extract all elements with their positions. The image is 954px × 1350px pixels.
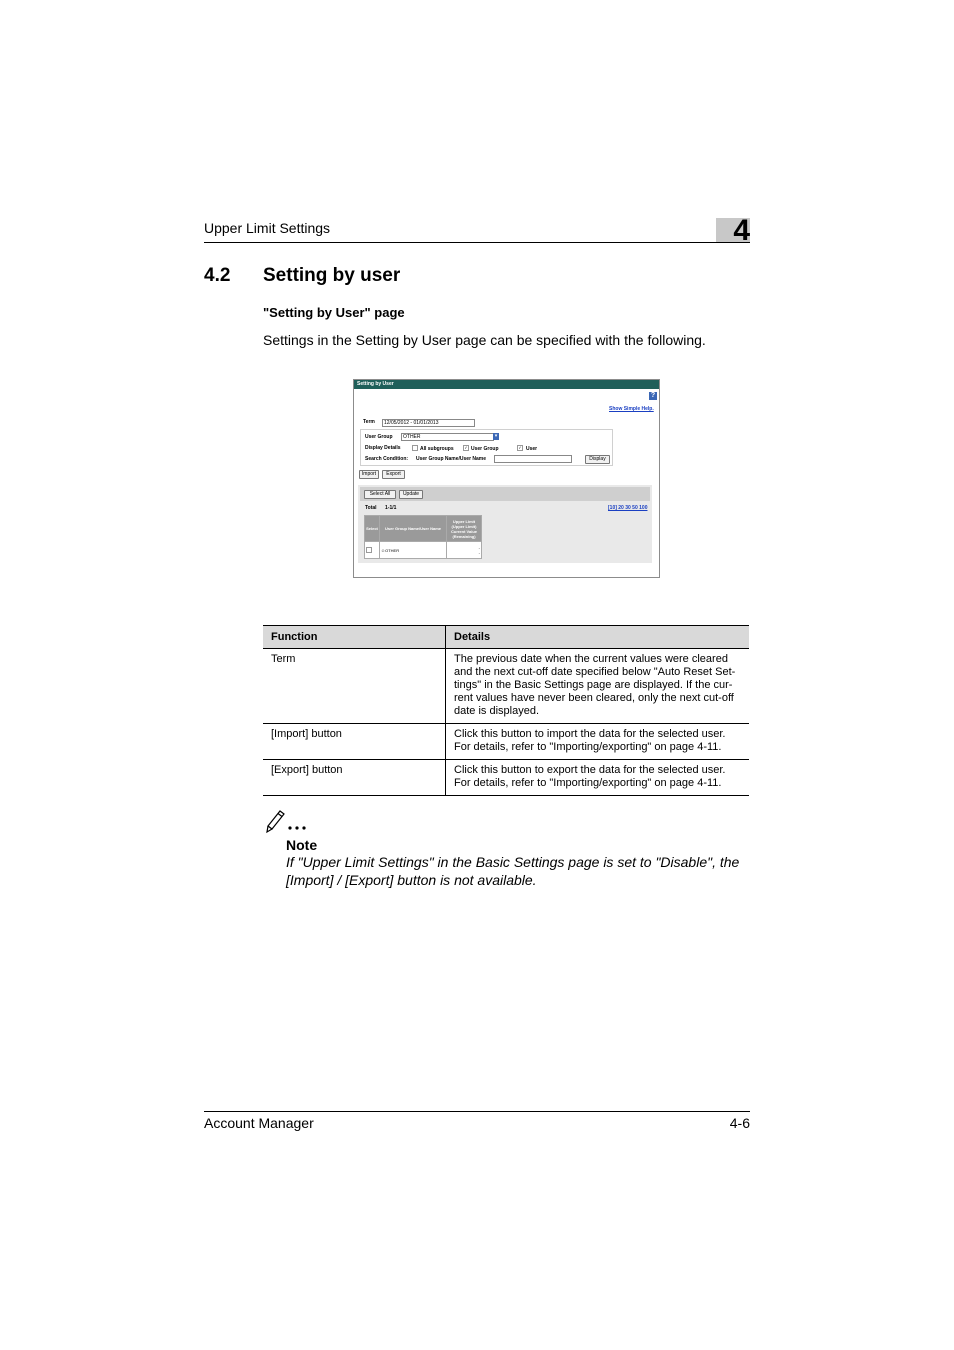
paging-links[interactable]: [10] 20 30 50 100 — [608, 505, 648, 511]
section-number: 4.2 — [204, 265, 231, 286]
col-select: Select — [365, 516, 380, 542]
header-rule — [204, 242, 750, 243]
show-simple-help-link[interactable]: Show Simple Help. — [609, 406, 654, 412]
section-title: Setting by user — [263, 265, 401, 286]
row-checkbox-cell[interactable] — [365, 542, 380, 559]
header-function: Function — [263, 626, 446, 649]
page-number: 4-6 — [729, 1115, 750, 1131]
row-function: Term — [263, 649, 446, 724]
screenshot-title: Setting by User — [357, 381, 394, 387]
all-subgroups-label: All subgroups — [420, 446, 454, 452]
screenshot-title-bar — [354, 380, 659, 389]
user-option-label: User — [526, 446, 538, 452]
table-row — [263, 724, 749, 760]
running-header: Upper Limit Settings — [204, 220, 331, 236]
total-label: Total — [365, 505, 377, 511]
row-values-cell — [447, 542, 482, 559]
search-condition-label: Search Condition: — [365, 456, 409, 462]
table-row — [365, 542, 482, 559]
user-group-select[interactable]: OTHER — [401, 433, 494, 441]
row-value-1: - — [478, 545, 480, 550]
user-checkbox[interactable]: ✓ — [518, 445, 522, 450]
chapter-number: 4 — [733, 214, 750, 247]
table-header-row — [263, 626, 749, 649]
user-group-option-label: User Group — [471, 446, 499, 452]
user-icon: ☺ — [381, 547, 386, 553]
all-subgroups-checkbox[interactable] — [412, 445, 418, 451]
row-details: Click this button to export the data for the selected user. For details, refer to "Importing/exporting" on page 4-11. — [446, 760, 750, 796]
note-text: If "Upper Limit Settings" in the Basic Settings page is set to "Disable", the [Import] / [Export] button is not available. — [286, 854, 740, 888]
subheading: "Setting by User" page — [263, 305, 405, 320]
display-button[interactable]: Display — [585, 455, 610, 464]
help-icon[interactable]: ? — [650, 392, 656, 399]
search-input[interactable] — [494, 455, 572, 463]
results-table — [364, 515, 482, 559]
footer-title: Account Manager — [204, 1115, 314, 1131]
search-field-label: User Group Name/User Name — [416, 456, 487, 462]
table-row — [263, 649, 749, 724]
row-details: Click this button to import the data for the selected user. For details, refer to "Importing/exporting" on page 4-11. — [446, 724, 750, 760]
note-title: Note — [286, 837, 318, 853]
term-field: 12/05/2012 - 01/01/2013 — [382, 419, 475, 427]
footer-rule — [204, 1111, 750, 1112]
setting-by-user-screenshot — [353, 379, 660, 578]
user-group-checkbox[interactable]: ✓ — [464, 445, 468, 450]
select-all-button[interactable]: Select All — [364, 490, 396, 499]
export-button[interactable]: Export — [382, 470, 405, 479]
row-name-cell — [380, 542, 447, 559]
import-button[interactable]: Import — [359, 470, 379, 479]
chevron-down-icon[interactable]: ▾ — [494, 433, 498, 439]
row-function: [Import] button — [263, 724, 446, 760]
pencil-note-icon — [265, 808, 311, 839]
total-value: 1-1/1 — [385, 505, 397, 511]
header-details: Details — [446, 626, 750, 649]
row-checkbox[interactable] — [366, 547, 372, 553]
user-group-label: User Group — [365, 434, 393, 440]
col-name: User Group Name/User Name — [380, 516, 447, 542]
row-details: The previous date when the current values were cleared and the next cut-off date specified below "Auto Reset Set-tings" in the Basic Settings page are displayed. If the cur-rent values have never been cleared, only the next cut-off date is displayed. — [446, 649, 750, 724]
row-value-2: - — [478, 550, 480, 555]
display-details-label: Display Details — [365, 445, 401, 451]
col-upper-limit: Upper Limit (Upper Limit) Current Value (Remaining) — [447, 516, 482, 542]
update-button[interactable]: Update — [399, 490, 423, 499]
function-table — [263, 625, 749, 796]
term-label: Term — [363, 419, 375, 425]
table-row — [263, 760, 749, 796]
row-function: [Export] button — [263, 760, 446, 796]
row-name: OTHER — [385, 547, 400, 553]
intro-paragraph: Settings in the Setting by User page can be specified with the following. — [263, 332, 706, 348]
